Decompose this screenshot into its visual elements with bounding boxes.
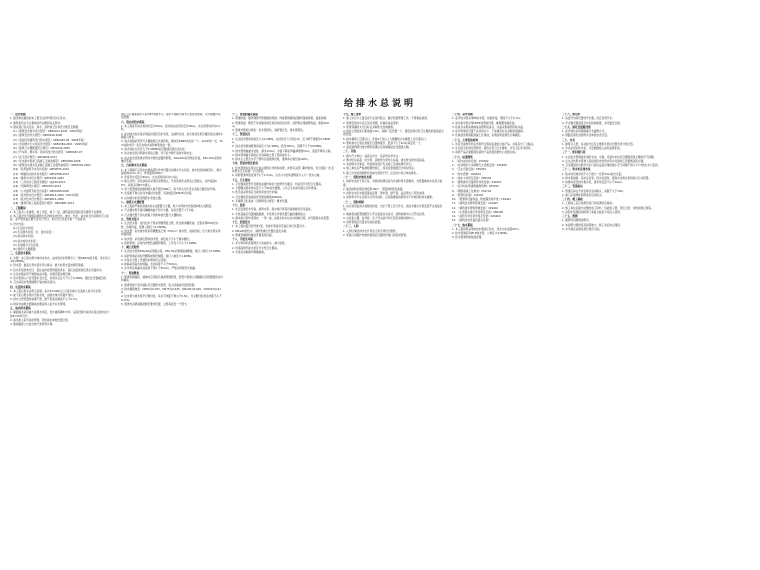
paragraph-line: 4. 卫生器具安装高度详见国标图集09S304。	[232, 195, 285, 199]
paragraph-line: 3. 给水系统竖向分区：低区由市政管网直接供水，高区由变频加压供水设备供水。	[10, 268, 105, 272]
section-heading: 四、生活排水系统	[10, 285, 31, 289]
paragraph-line: 2. 室外排水管采用HDPE双壁波纹管，橡胶圈承插连接。	[452, 121, 517, 125]
section-heading: 十一、管道敷设	[121, 271, 140, 275]
paragraph-line: 14. 《消防专用水泵选用及安装》04S204	[452, 215, 501, 218]
paragraph-line: (2) 生活排水系统（污、废水系统）；	[13, 231, 56, 235]
paragraph-line: 2. 室内消火栓系统采用临时高压给水系统，由消防水池、消火栓加压泵及屋顶高位消防水箱联合供水。	[121, 132, 223, 140]
section-heading: 十、阀门及附件	[121, 246, 140, 250]
paragraph-line: (11)《城镇给水排水技术规范》GB50788-2012	[13, 172, 70, 176]
paragraph-line: 13. 《小型潜水排污泵选用及安装》08S305	[452, 210, 504, 214]
section-heading: 十三、管道试压	[232, 133, 251, 137]
paragraph-line: 3. 喷头选用：有吊顶场所采用吊顶型喷头，无吊顶场所采用直立型喷头，动作温度68℃，厨房采用93℃喷头。	[121, 180, 217, 187]
paragraph-line: 1. 生活给水管道DN≤50采用截止阀，DN>50采用闸阀或蝶阀，阀门公称压力1.0MPa。	[121, 250, 223, 254]
section-heading: 三、生活给水系统	[10, 252, 31, 256]
paragraph-line: 3. 管道穿越结构缝处设置柔性连接。	[232, 233, 275, 237]
paragraph-line: 1. 生活给水管道试验压力为1.0MPa，在试验压力下稳压1h，压力降不得超过0.05MPa。	[232, 137, 331, 145]
paragraph-line: 2. 消防管道采用信号蝶阀或明杆闸阀，阀门公称压力1.6MPa。	[121, 254, 194, 258]
section-heading: 三十一、防回流污染	[562, 151, 586, 155]
paragraph-line: 2. 图中所注标高：给水管、消防管为管中心标高；排水管为管内底标高。	[343, 158, 427, 162]
paragraph-line: 1. 本工程污废水采用合流制，室内±0.000以上污废水重力自流排入室外污水管。	[10, 289, 104, 293]
paragraph-line: (接上页) 屋面雨水斗采用87型雨水斗，雨水斗规格与雨水立管管径相同，设计参数详见系统图。	[121, 113, 221, 120]
paragraph-line: (18)《建筑机电工程抗震设计规范》GB50981-2014	[13, 202, 75, 206]
section-heading: 三十四、竣工验收	[562, 198, 583, 201]
paragraph-line: 5. 化粪池选用钢筋混凝土化粪池，有效容积按规范计算确定。	[452, 134, 523, 138]
paragraph-line: 1. 工程竣工后应按规范进行系统调试及验收。	[562, 202, 615, 206]
section-heading: 二十八、饮用水	[562, 113, 581, 116]
paragraph-line: 1. 管道应标注介质名称及流向箭头，间距不大于10m。	[562, 189, 626, 193]
section-heading: 十五、卫生器具	[232, 178, 251, 182]
paragraph-line: 2. DN≥65的给水、消防管道应设置抗震支吊架。	[232, 229, 289, 233]
section-heading: 十八、节能及环保	[232, 238, 253, 242]
paragraph-line: (5)《建筑灭火器配置设计规范》GB50140-2005	[13, 147, 70, 150]
paragraph-line: 5. 给水管道入户处设置水表计量，各用水点压力不大于0.2MPa，超压处设置减压阀。	[10, 277, 109, 281]
paragraph-line: (1)《建筑给水排水设计规范》GB50015-2003（2009年版）	[13, 130, 85, 133]
paragraph-line: 3. 管道外壁标识颜色：给水管绿色，消防管红色，排水管黑色。	[232, 129, 306, 133]
paragraph-line: 4. 消防用水与生活用水合用水池时，应采取确保消防用水不作他用的技术措施。	[343, 196, 435, 200]
paragraph-line: 3. 消防水池及水箱设置溢流管、泄水管、通气管，溢流管出口设防虫网。	[343, 192, 427, 196]
paragraph-line: 1. 室外绿化采用微喷灌节水灌溉方式。	[562, 130, 607, 133]
paragraph-line: 6. 消火栓系统管道采用内外壁热浸镀锌钢管，DN≤100采用丝扣连接，DN>100采用沟槽式连接。	[121, 156, 222, 164]
paragraph-line: (7)《住宅设计规范》GB50096-2011	[13, 155, 58, 159]
paragraph-line: (3) 雨水排水系统；	[13, 235, 36, 239]
section-heading: 三十二、集水坑及排水泵	[562, 168, 591, 172]
paragraph-line: 5. 消火栓系统设两套水泵接合器，设于室外便于消防车取水处。	[121, 152, 195, 156]
paragraph-line: 1. 本工程除不宜用水扑救的部位外均设置自动喷水灭火系统，按中危险级Ⅱ级设计，喷水强度8L/(min·m²)，作用面积160m²。	[121, 168, 222, 175]
paragraph-line: 3. 管道穿越防火分区时应采取防火封堵措施。	[343, 125, 396, 129]
paragraph-line: 3. 热水管道均做保温处理。	[452, 236, 484, 240]
paragraph-line: 4. 给水管与排水管平行敷设时，其水平净距不得小于0.5m，交叉敷设时垂直净距不小于0.15m。	[121, 295, 222, 302]
paragraph-line: 3. 水流指示器、信号阀、压力开关信号均应送至消防控制中心。	[343, 216, 417, 220]
paragraph-line: 1. 所有设备材料均应选用符合国家标准的合格产品，并具有出厂合格证。	[452, 142, 536, 146]
paragraph-line: 6. 自动喷水系统设两套水泵接合器。	[121, 196, 164, 200]
section-heading: 六、消火栓给水系统	[121, 120, 145, 124]
paragraph-line: 1. 施工中应与土建及各专业密切配合，做好预留预埋工作，不得事后凿洞。	[343, 117, 430, 121]
section-heading: 九、管材及接口	[121, 217, 140, 221]
paragraph-line: 2. 消防管道冲洗流速不小于1.5m/s，以出口水色和透明度与入口一致为合格。	[232, 174, 322, 178]
paragraph-line: 4. 生活水箱采用不锈钢成品水箱，水箱设置消毒设施。	[10, 272, 73, 276]
section-heading: 十九、施工要求	[343, 113, 362, 116]
text-column-2	[121, 113, 223, 533]
paragraph-line: 1. 室外给水管采用PE给水管，热熔连接，埋深不小于0.7m。	[452, 117, 523, 121]
section-heading: 十六、设备	[232, 204, 245, 208]
paragraph-line: 2. 水泵基础应设置减振措施，水泵进出水管设置可曲挠橡胶接头。	[232, 212, 308, 216]
paragraph-line: 4. 排水立管检查口距地面1.0m，每隔一层设置一个，最底层和设有卫生器具的最高层必须设置。	[343, 130, 444, 137]
paragraph-line: 5. 无障碍卫生间按《无障碍设计规范》要求设置。	[232, 199, 290, 203]
paragraph-line: 2. 大便器采用冲洗水量不大于6L的坐便器，公共卫生间采用感应式冲洗阀。	[232, 187, 319, 191]
paragraph-line: 3. 灭火器设置于消火栓箱下部或单独设置灭火器箱内。	[121, 213, 184, 217]
paragraph-line: (12)《建筑中水设计规范》GB50336-2002	[13, 176, 64, 180]
paragraph-line: (1) 生活给水系统；	[13, 226, 36, 230]
paragraph-line: 4. 厨房含油废水经隔油处理后排入室外污水管网。	[10, 302, 68, 306]
section-heading: 十七、抗震设计	[232, 221, 251, 225]
paragraph-line: 4. 消防泵组应设置自动巡检装置。	[343, 221, 383, 225]
document-title: 给排水总说明	[343, 99, 416, 109]
paragraph-line: 4. 消防管道：采用内外壁热浸镀锌钢管，工作压力不小于1.6MPa。	[121, 241, 199, 245]
paragraph-line: 7. 高层建筑明设排水塑料管道应在穿越楼层处设置阻火圈。	[343, 146, 412, 150]
paragraph-line: 3. 排水立管设置伸顶通气管，通气管高出屋面不小于0.7m。	[10, 298, 80, 302]
section-heading: 八、建筑灭火器配置	[121, 200, 145, 204]
paragraph-line: (6) 建筑灭火器配置。	[13, 248, 39, 252]
paragraph-line: 2. 生活给水系统所用管材、附件应符合卫生要求，并有卫生许可批件。	[452, 147, 534, 150]
paragraph-line: 3. 卫生器具给水配件出水口高出溢流边缘的最小空气间隙不得小于2.5倍出水口直径。	[562, 164, 661, 167]
paragraph-line: 2. 系统设计流量为30L/s，火灾延续时间为1小时。	[121, 176, 180, 180]
section-heading: 二十七、热水系统	[452, 223, 473, 227]
paragraph-line: 2. 道路及绿化浇洒用水设单独水表计量。	[562, 134, 610, 138]
paragraph-line: 3. 国家现行有关给水、排水、消防和卫生等设计规范及规程：	[10, 125, 81, 129]
paragraph-line: 1. 本工程抗震设防烈度7度，给排水管道及设备应进行抗震设计。	[232, 225, 307, 229]
paragraph-line: (8)《给水排水管道工程施工及验收规范》GB50268-2008	[13, 159, 81, 163]
section-heading: 三十五、图例	[562, 215, 578, 218]
paragraph-line: (5) 自动喷水灭火系统；	[13, 243, 41, 247]
paragraph-line: 2. 水表采用远传水表，计量数据接入能耗监测系统。	[562, 147, 623, 150]
paragraph-line: 2. 开水器设置温度及水位控制装置，并设置安全阀。	[562, 121, 623, 125]
paragraph-line: 12. 《建筑排水塑料管道安装》10S406	[452, 206, 498, 210]
paragraph-line: 5. 排水主立管及水平干管均应做通球试验，通球率必须达到100%。	[232, 158, 311, 162]
paragraph-line: 4. 每个报警阀组控制的喷头数不超过800只，每个防火分区设水流指示器及信号阀。	[121, 188, 218, 192]
paragraph-line: 3. 消防系统须经消防部门验收合格后方可投入使用。	[562, 210, 623, 214]
paragraph-line: 5. 《雨水斗选用及安装》09S302	[452, 176, 492, 180]
paragraph-line: 4. 消火栓栓口动压大于0.50MPa处设置减压稳压消火栓。	[121, 148, 188, 152]
paragraph-line: 2. 从生活饮用水管道上直接供给非饮用水用水设备时应设置倒流防止器。	[562, 159, 646, 163]
paragraph-line: 3. 本说明未尽事宜，均按国家现行有关施工及验收规范执行。	[343, 163, 414, 167]
paragraph-line: 9. 《矩形给水箱》12S101	[452, 193, 484, 197]
paragraph-line: 1. 本工程为公共建筑，地上多层，地下一层，建筑高度及面积详见建筑专业图纸。	[10, 210, 105, 214]
text-column-4	[343, 113, 445, 508]
paragraph-line: 11. 《建筑给水塑料管道安装》11S405	[452, 202, 498, 206]
paragraph-line: 10. 《管道和设备保温、防结露及电伴热》16S401	[452, 198, 511, 201]
paragraph-line: (2)《建筑设计防火规范》GB50016-2006	[13, 134, 63, 138]
paragraph-line: 15. 《建筑机电设备抗震支吊架》	[452, 219, 491, 223]
paragraph-line: 1. 生活变频给水设备、消防水泵、潜水排污泵等设备参数详见设备表。	[232, 208, 314, 212]
paragraph-line: 1. 水源：本工程水源为城市自来水，由市政给水管网引入一根DN150给水管，供水压力为0.25MPa。	[10, 256, 111, 264]
paragraph-line: 1. 《室内消火栓安装》15S202	[452, 159, 489, 163]
paragraph-line: 3. 设计内容：	[10, 222, 27, 226]
paragraph-line: 3. 电梯井底设排水集水坑，排水泵流量不小于10L/s。	[562, 181, 625, 184]
paragraph-line: 6. 卫生间给水管道暗敷于墙内或吊顶内。	[10, 281, 58, 285]
paragraph-line: 3. 《卫生设备安装》09S304	[452, 168, 486, 172]
paragraph-line: 2. 灭火器选用手提式磷酸铵盐干粉灭火器，每处设置不少于2具。	[121, 209, 196, 213]
paragraph-line: 7. 《室外给水管道附属构筑物》05S502	[452, 185, 499, 189]
paragraph-line: (10)《民用建筑节水设计标准》GB50555-2010	[13, 168, 70, 172]
paragraph-line: 1. 给水管道在系统运行前必须进行冲洗和消毒，并经有关部门取样检验，符合国家《生活饮用水卫生标准》方可使用。	[232, 166, 334, 174]
paragraph-line: 2. 排水泵控制：高水位启泵，低水位停泵，超高水位两台泵同时运行并报警。	[562, 176, 651, 180]
section-heading: 二十六、标准图集	[452, 155, 473, 159]
paragraph-line: 2. 管道安装完毕后应及时清理，并做好成品保护。	[343, 121, 401, 125]
paragraph-line: 4. 雨水管道灌水高度应达到每根立管上部的雨水斗。	[232, 153, 293, 157]
section-heading: 十四、管道冲洗及消毒	[232, 162, 258, 166]
paragraph-line: 2. 《自动喷水与水喷雾灭火设施安装》04S206	[452, 164, 507, 167]
paragraph-line: 2. 雨水排入室外雨水管网，阳台雨水单独设置立管。	[10, 318, 71, 322]
section-heading: 二十一、消防水池及水箱	[343, 175, 372, 179]
paragraph-line: 2. 穿越人防围护结构的管道应设置防护阀门和密闭套管。	[343, 233, 409, 237]
paragraph-line: 3. 水泵出水管上设置防水锤消声止回阀。	[121, 258, 169, 262]
section-heading: 五、雨水排水系统	[10, 306, 31, 310]
paragraph-line: 5. 存水弯及地漏水封深度不得小于50mm，严禁采用钟罩式地漏。	[121, 267, 198, 271]
paragraph-line: (6)《汽车库、修车库、停车场设计防火规范》GB50067-97	[13, 151, 83, 155]
text-column-5	[452, 113, 554, 505]
paragraph-line: 1. 消防水池设于地下室，有效容积满足室内外消防用水量要求，并设置就地水位显示装置。	[343, 180, 443, 187]
paragraph-line: 1. 图例详见图例说明页。	[562, 219, 592, 223]
paragraph-line: 5. 排水横管上设清扫口，连接4个及以上大便器的污水横管上应设清扫口。	[343, 137, 429, 141]
paragraph-line: 2. 管道保温：敷设于非采暖房间及吊顶内的给水管、消防管采用橡塑保温，厚度20mm。	[232, 121, 330, 128]
paragraph-line: 2. 喷淋泵由报警阀组压力开关直接自动启动，消防控制中心可手动启停。	[343, 212, 427, 216]
paragraph-line: (3)《高层民用建筑设计防火规范》GB50045-95（2005年版）	[13, 138, 87, 142]
paragraph-line: 3. 暴雨强度公式按当地气象资料计算。	[10, 323, 55, 327]
paragraph-line: 3. 检查井采用砖砌或成品塑料检查井，井盖采用重型铸铁井盖。	[452, 125, 526, 129]
paragraph-line: (4) 消火栓给水系统；	[13, 239, 39, 243]
paragraph-line: 2. 消火栓及喷淋管道试验压力为1.4MPa，稳压30min，压降不大于0.05MPa。	[232, 145, 324, 149]
paragraph-line: 1. 本工程按严重危险级A类火灾配置灭火器，地下车库按中危险级B类火灾配置。	[121, 205, 214, 209]
paragraph-line: 2. 本工程设计范围包括建筑红线内的室内给水、排水、热水、消火栓及自动喷水灭火系统，室外管线由总图专业另行设计，本设计仅至室外第一个检查井。	[10, 215, 110, 222]
paragraph-line: 2. 管道穿地下室外墙时应设置防水套管，穿人防墙体设密闭套管。	[121, 283, 197, 287]
paragraph-line: 2. 用水量：最高日用水量详见计算书，最大时用水量按规范取值。	[10, 264, 86, 268]
paragraph-line: 2. 排水管：室内排水管采用硬聚氯乙烯（PVC-U）排水管，粘接连接；压力排水管采用焊接钢管。	[121, 229, 221, 237]
paragraph-line: 6. 《建筑排水设备附件选用安装》04S301	[452, 181, 502, 184]
paragraph-line: 1. 人防区域给排水设计详见人防专项设计图纸。	[343, 229, 399, 233]
paragraph-line: 2. 阀门应挂牌标明用途及启闭状态。	[562, 193, 605, 197]
paragraph-line: (15)《公共建筑节能设计标准》GB50189-2005	[13, 189, 70, 193]
paragraph-line: 1. 消火栓泵由消火栓箱内按钮、出水干管上压力开关、高位水箱出水管流量开关直接启动。	[343, 204, 443, 212]
paragraph-line: 1. 各层开水间设置电开水器，供应饮用开水。	[562, 117, 615, 121]
paragraph-line: 2. 本说明与图纸具有同等效力，施工时应结合阅读。	[562, 223, 623, 227]
paragraph-line: 1. 管道穿越楼板、墙体时应预留孔洞或预埋套管，套管与管道之间缝隙应采用阻燃密实材料填实。	[121, 275, 223, 283]
paragraph-line: 2. 施工单位应提交完整的竣工资料，包括竣工图、试压记录、冲洗消毒记录等。	[562, 206, 654, 210]
paragraph-line: 5. 管道支吊架间距按规范要求设置，立管每层设一个管卡。	[121, 303, 190, 307]
paragraph-line: 3. 消防产品必须经国家消防产品质量检测中心检测合格。	[452, 151, 518, 155]
paragraph-line: 3. 雨水管：采用承压塑料排水管，承压能力不小于满水静压。	[121, 237, 192, 241]
paragraph-line: 3. 排水横管坡度：DN50为0.035，DN75为0.025，DN100为0.020，DN150为0.010。	[121, 287, 221, 295]
paragraph-line: 2. 地下室污废水集中至集水坑，由潜水排污泵提升排出。	[10, 294, 76, 298]
paragraph-line: 2. 屋顶消防水箱有效容积18m³，设置消防稳压装置。	[343, 187, 406, 191]
section-heading: 三十、水表	[562, 138, 575, 142]
text-column-6	[562, 113, 664, 507]
section-heading: 七、自动喷水灭火系统	[121, 164, 147, 168]
section-heading: 二十、其他	[343, 150, 356, 154]
paragraph-line: 1. 图中尺寸单位：标高以米计，其余均以毫米计。	[343, 154, 401, 158]
paragraph-line: 1. 建筑引入管、各功能分区及主要用水部位设置水表分级计量。	[562, 142, 636, 146]
paragraph-line: 4. 室外管道应设置于冰冻线以下，不能满足时应采取保温措施。	[452, 130, 526, 133]
paragraph-line: (13)《二次供水工程技术规程》CJJ140-2010	[13, 181, 66, 184]
text-column-1	[10, 113, 112, 523]
paragraph-line: 3. 未尽事宜以国家现行规范为准。	[562, 227, 602, 231]
paragraph-line: 4. 地漏采用高水封地漏，水封深度不小于50mm。	[121, 263, 180, 267]
paragraph-line: 2. 热水管道采用PP-R热水管，公称压力2.0MPa。	[452, 232, 510, 235]
paragraph-line: 4. 施工单位应严格按照图纸施工，如有变更须经设计单位同意。	[343, 167, 417, 171]
paragraph-line: 6. 塑料排水立管应按规定设置伸缩节，层高不大于4m时每层设一个。	[343, 141, 424, 145]
section-heading: 二十五、主要设备材料	[452, 138, 478, 142]
paragraph-line: 8. 《钢筋混凝土化粪池》03S702	[452, 189, 492, 193]
paragraph-line: 2. 选用高效节能水泵及节水型卫生器具。	[232, 246, 280, 250]
paragraph-line: 1. 充分利用市政管网压力直接供水，减少能耗。	[232, 242, 288, 246]
paragraph-line: 1. 建设单位提供的本工程有关资料和设计任务书。	[10, 117, 68, 121]
paragraph-line: (4)《自动喷水灭火系统设计规范》GB50084-2001（2005年版）	[13, 142, 90, 146]
section-heading: 二、工程概况	[10, 206, 26, 210]
section-heading: 一、设计依据	[10, 113, 26, 116]
paragraph-line: 1. 本工程局部采用电热水器供应热水，热水出水温度60℃。	[452, 227, 522, 231]
section-heading: 三十三、管道标识	[562, 185, 583, 189]
paragraph-line: (16)《室外排水设计规范》GB50014-2006（2011年版）	[13, 193, 81, 197]
paragraph-line: (9)《建筑给水排水及采暖工程施工质量验收规范》GB50242-2002	[13, 164, 91, 167]
paragraph-line: 1. 生活给水管：室内给水干管采用钢塑复合管，丝扣或沟槽连接；支管采用PP-R给水管，热熔连接，管道公称压力1.25MPa。	[121, 222, 219, 229]
paragraph-line: 3. 排水管道做灌水试验，满水15min，水面下降后再灌满观察5min，液面不降为合格。	[232, 149, 334, 153]
paragraph-line: 5. 系统最不利点处设末端试水装置，其余楼层设DN25试水阀。	[121, 192, 194, 196]
text-column-3	[232, 113, 334, 513]
section-heading: 二十二、消防控制	[343, 200, 364, 204]
paragraph-line: 4. 《防水套管》02S404	[452, 172, 481, 176]
paragraph-line: 1. 卫生器具的型号及颜色由建设单位与装修设计确定，均采用节水型卫生器具。	[232, 182, 324, 186]
section-heading: 二十三、人防	[343, 225, 359, 229]
paragraph-line: (14)《无障碍设计规范》GB50763-2012	[13, 185, 62, 189]
paragraph-line: (17)《室外给水设计规范》GB50013-2006	[13, 198, 64, 201]
paragraph-line: 3. 潜水排污泵均设两台，一用一备，由集水坑水位自动控制启停，并设超高水位报警。	[232, 216, 332, 220]
paragraph-line: 2. 建筑和有关专业提供的作业图和有关资料。	[10, 121, 63, 125]
paragraph-line: 1. 管道防腐：镀锌钢管外壁刷银粉两道；焊接钢管除锈后刷防锈漆两道，面漆两道。	[232, 117, 329, 121]
paragraph-line: 3. 水泵房采取隔声降噪措施。	[232, 250, 267, 254]
paragraph-line: 1. 集水坑有效容积不小于最大一台泵5min的出水量。	[562, 172, 624, 176]
paragraph-line: 1. 本工程室外消火栓用水量为30L/s，室内消火栓用水量为20L/s，火灾延续时间为2小时。	[121, 124, 221, 132]
paragraph-line: 1. 屋面雨水采用重力流排水系统，设计重现期P=5年，溢流设施与雨水系统总排水能力按P=50年设计。	[10, 311, 110, 318]
paragraph-line: 1. 生活给水管道接至消防水池、水箱、设备补水时应设置倒流防止器或空气间隙。	[562, 155, 657, 159]
section-heading: 二十四、室外管网	[452, 113, 473, 116]
section-heading: 二十九、绿化及道路浇洒	[562, 125, 591, 129]
paragraph-line: 3. 消火栓箱采用带灭火器箱组合式消防柜，箱内设DN65消火栓一个、φ19水枪一支、25m衬胶水带一条及自救式消防软管卷盘一套。	[121, 140, 223, 147]
paragraph-line: 5. 施工中如发现图纸有误或与现场不符，应及时与设计单位联系。	[343, 171, 419, 175]
paragraph-line: 3. 洗手盆采用感应式或延时自闭式水嘴。	[232, 191, 280, 195]
section-heading: 十二、管道防腐及保温	[232, 113, 258, 116]
